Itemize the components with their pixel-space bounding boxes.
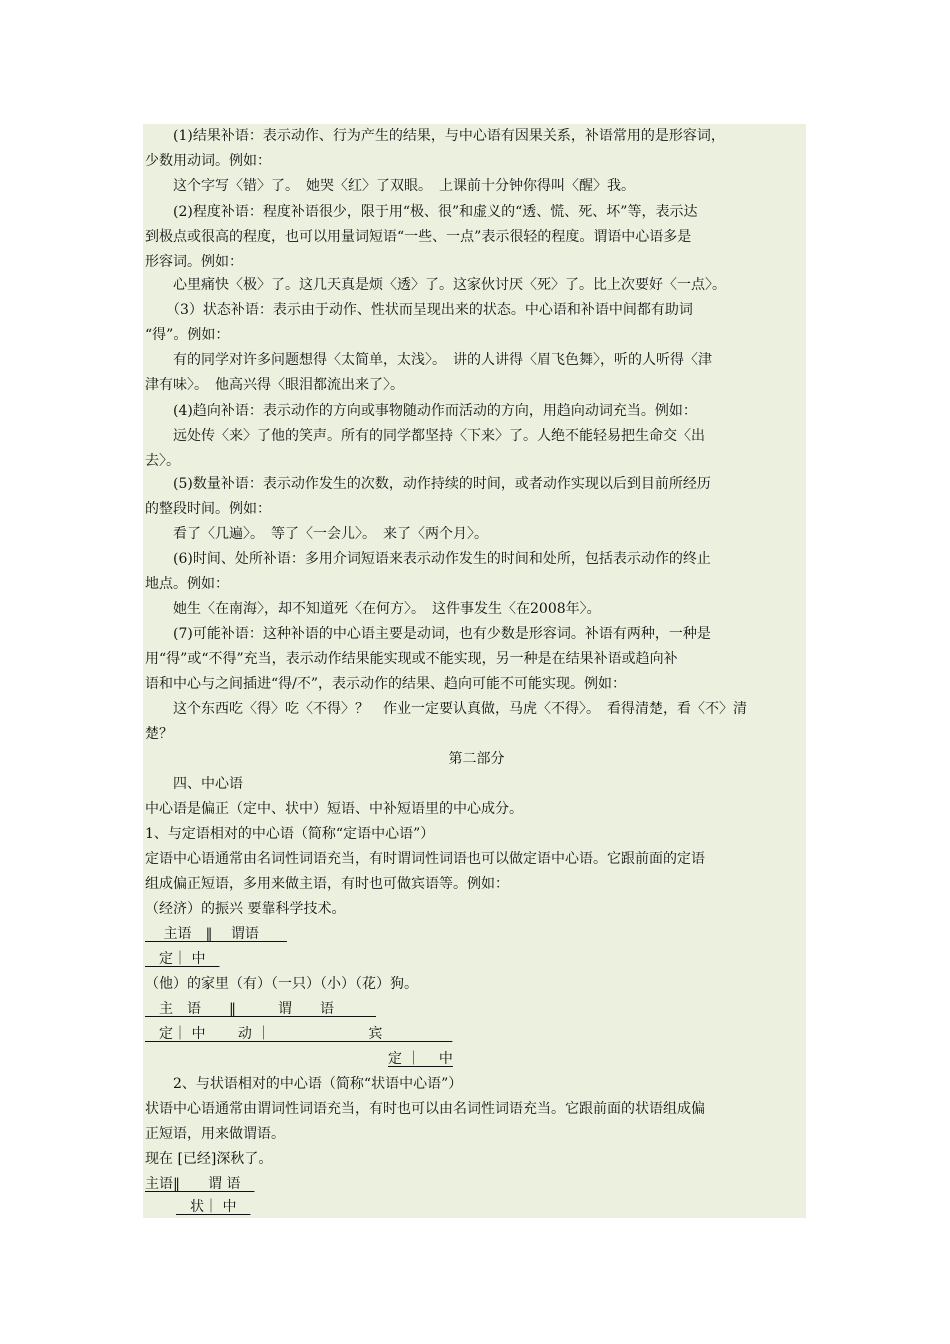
- text-line: 到极点或很高的程度，也可以用量词短语“一些、一点”表示很轻的程度。谓语中心语多是: [145, 229, 692, 245]
- text-line: 去〉。: [145, 453, 180, 469]
- text-line: 四、中心语: [145, 776, 243, 792]
- diagram-row: [145, 925, 810, 943]
- diagram-row: [145, 1175, 810, 1193]
- text-line: “得”。例如：: [145, 327, 230, 343]
- text-line: 语和中心与之间插进“得/不”，表示动作的结果、趋向可能不可能实现。例如：: [145, 676, 627, 692]
- text-line: (4)趋向补语：表示动作的方向或事物随动作而活动的方向，用趋向动词充当。例如：: [145, 403, 697, 419]
- text-line: 的整段时间。例如：: [145, 501, 271, 517]
- text-line: 2、与状语相对的中心语（简称“状语中心语”）: [145, 1076, 463, 1092]
- diagram-row: [145, 950, 810, 968]
- text-line: 这个字写〈错〉了。 她哭〈红〉了双眼。 上课前十分钟你得叫〈醒〉我。: [145, 178, 635, 194]
- text-line: 津有味〉。 他高兴得〈眼泪都流出来了〉。: [145, 377, 404, 393]
- text-line: 定语中心语通常由名词性词语充当，有时谓词性词语也可以做定语中心语。它跟前面的定语: [145, 851, 705, 867]
- diagram-text: 主 语 ‖ 谓 语: [145, 1001, 376, 1017]
- text-line: 状语中心语通常由谓词性词语充当，有时也可以由名词性词语充当。它跟前面的状语组成偏: [145, 1101, 705, 1117]
- text-line: 地点。例如：: [145, 576, 229, 592]
- text-line: (1)结果补语：表示动作、行为产生的结果，与中心语有因果关系，补语常用的是形容词，: [145, 128, 725, 144]
- text-line: （他）的家里（有）（一只）（小）（花）狗。: [145, 976, 418, 992]
- diagram-text: 状｜ 中: [176, 1199, 251, 1215]
- text-line: 中心语是偏正（定中、状中）短语、中补短语里的中心成分。: [145, 801, 523, 817]
- diagram-text: 主语‖ 谓 语: [145, 1176, 255, 1192]
- diagram-text: 定｜ 中: [145, 951, 220, 967]
- text-line: (5)数量补语：表示动作发生的次数，动作持续的时间，或者动作实现以后到目前所经历: [145, 476, 711, 492]
- text-line: 远处传〈来〉了他的笑声。所有的同学都坚持〈下来〉了。人绝不能轻易把生命交〈出: [145, 428, 705, 444]
- text-line: 有的同学对许多问题想得〈太简单，太浅〉。 讲的人讲得〈眉飞色舞〉，听的人听得〈津: [145, 352, 712, 368]
- text-line: 这个东西吃〈得〉吃〈不得〉？ 作业一定要认真做，马虎〈不得〉。 看得清楚，看〈不〉清: [145, 701, 747, 717]
- diagram-text: 定 ｜ 中: [388, 1051, 453, 1067]
- text-line: (2)程度补语：程度补语很少，限于用“极、很”和虚义的“透、慌、死、坏”等，表示达: [145, 204, 698, 220]
- diagram-text: 定｜ 中 动 ｜ 宾: [145, 1026, 453, 1042]
- text-line: 楚？: [145, 726, 173, 742]
- text-line: 形容词。例如：: [145, 254, 243, 270]
- text-line: 她生〈在南海〉，却不知道死〈在何方〉。 这件事发生〈在2008年〉。: [145, 601, 601, 617]
- text-line: （3）状态补语：表示由于动作、性状而呈现出来的状态。中心语和补语中间都有助词: [145, 302, 693, 318]
- diagram-text: 主语 ‖ 谓语: [145, 926, 287, 942]
- text-line: 少数用动词。例如：: [145, 153, 271, 169]
- text-line: 心里痛快〈极〉了。这几天真是烦〈透〉了。这家伙讨厌〈死〉了。比上次要好〈一点〉。: [145, 277, 726, 293]
- text-line: (6)时间、处所补语：多用介词短语来表示动作发生的时间和处所，包括表示动作的终止: [145, 551, 711, 567]
- text-line: 组成偏正短语，多用来做主语，有时也可做宾语等。例如：: [145, 876, 509, 892]
- diagram-row: [388, 1050, 588, 1068]
- diagram-row: [145, 1025, 810, 1043]
- text-line: 正短语，用来做谓语。: [145, 1126, 285, 1142]
- text-line: 看了〈几遍〉。 等了〈一会儿〉。 来了〈两个月〉。: [145, 526, 488, 542]
- text-line: 用“得”或“不得”充当，表示动作结果能实现或不能实现，另一种是在结果补语或趋向补: [145, 651, 678, 667]
- text-line: 1、与定语相对的中心语（简称“定语中心语”）: [145, 826, 435, 842]
- diagram-row: [145, 1000, 810, 1018]
- diagram-row: [176, 1198, 376, 1216]
- text-line: （经济）的振兴 要靠科学技术。: [145, 901, 346, 917]
- section-title: 第二部分: [448, 751, 505, 767]
- text-line: 现在 [已经]深秋了。: [145, 1151, 273, 1167]
- text-line: (7)可能补语：这种补语的中心语主要是动词，也有少数是形容词。补语有两种，一种是: [145, 626, 711, 642]
